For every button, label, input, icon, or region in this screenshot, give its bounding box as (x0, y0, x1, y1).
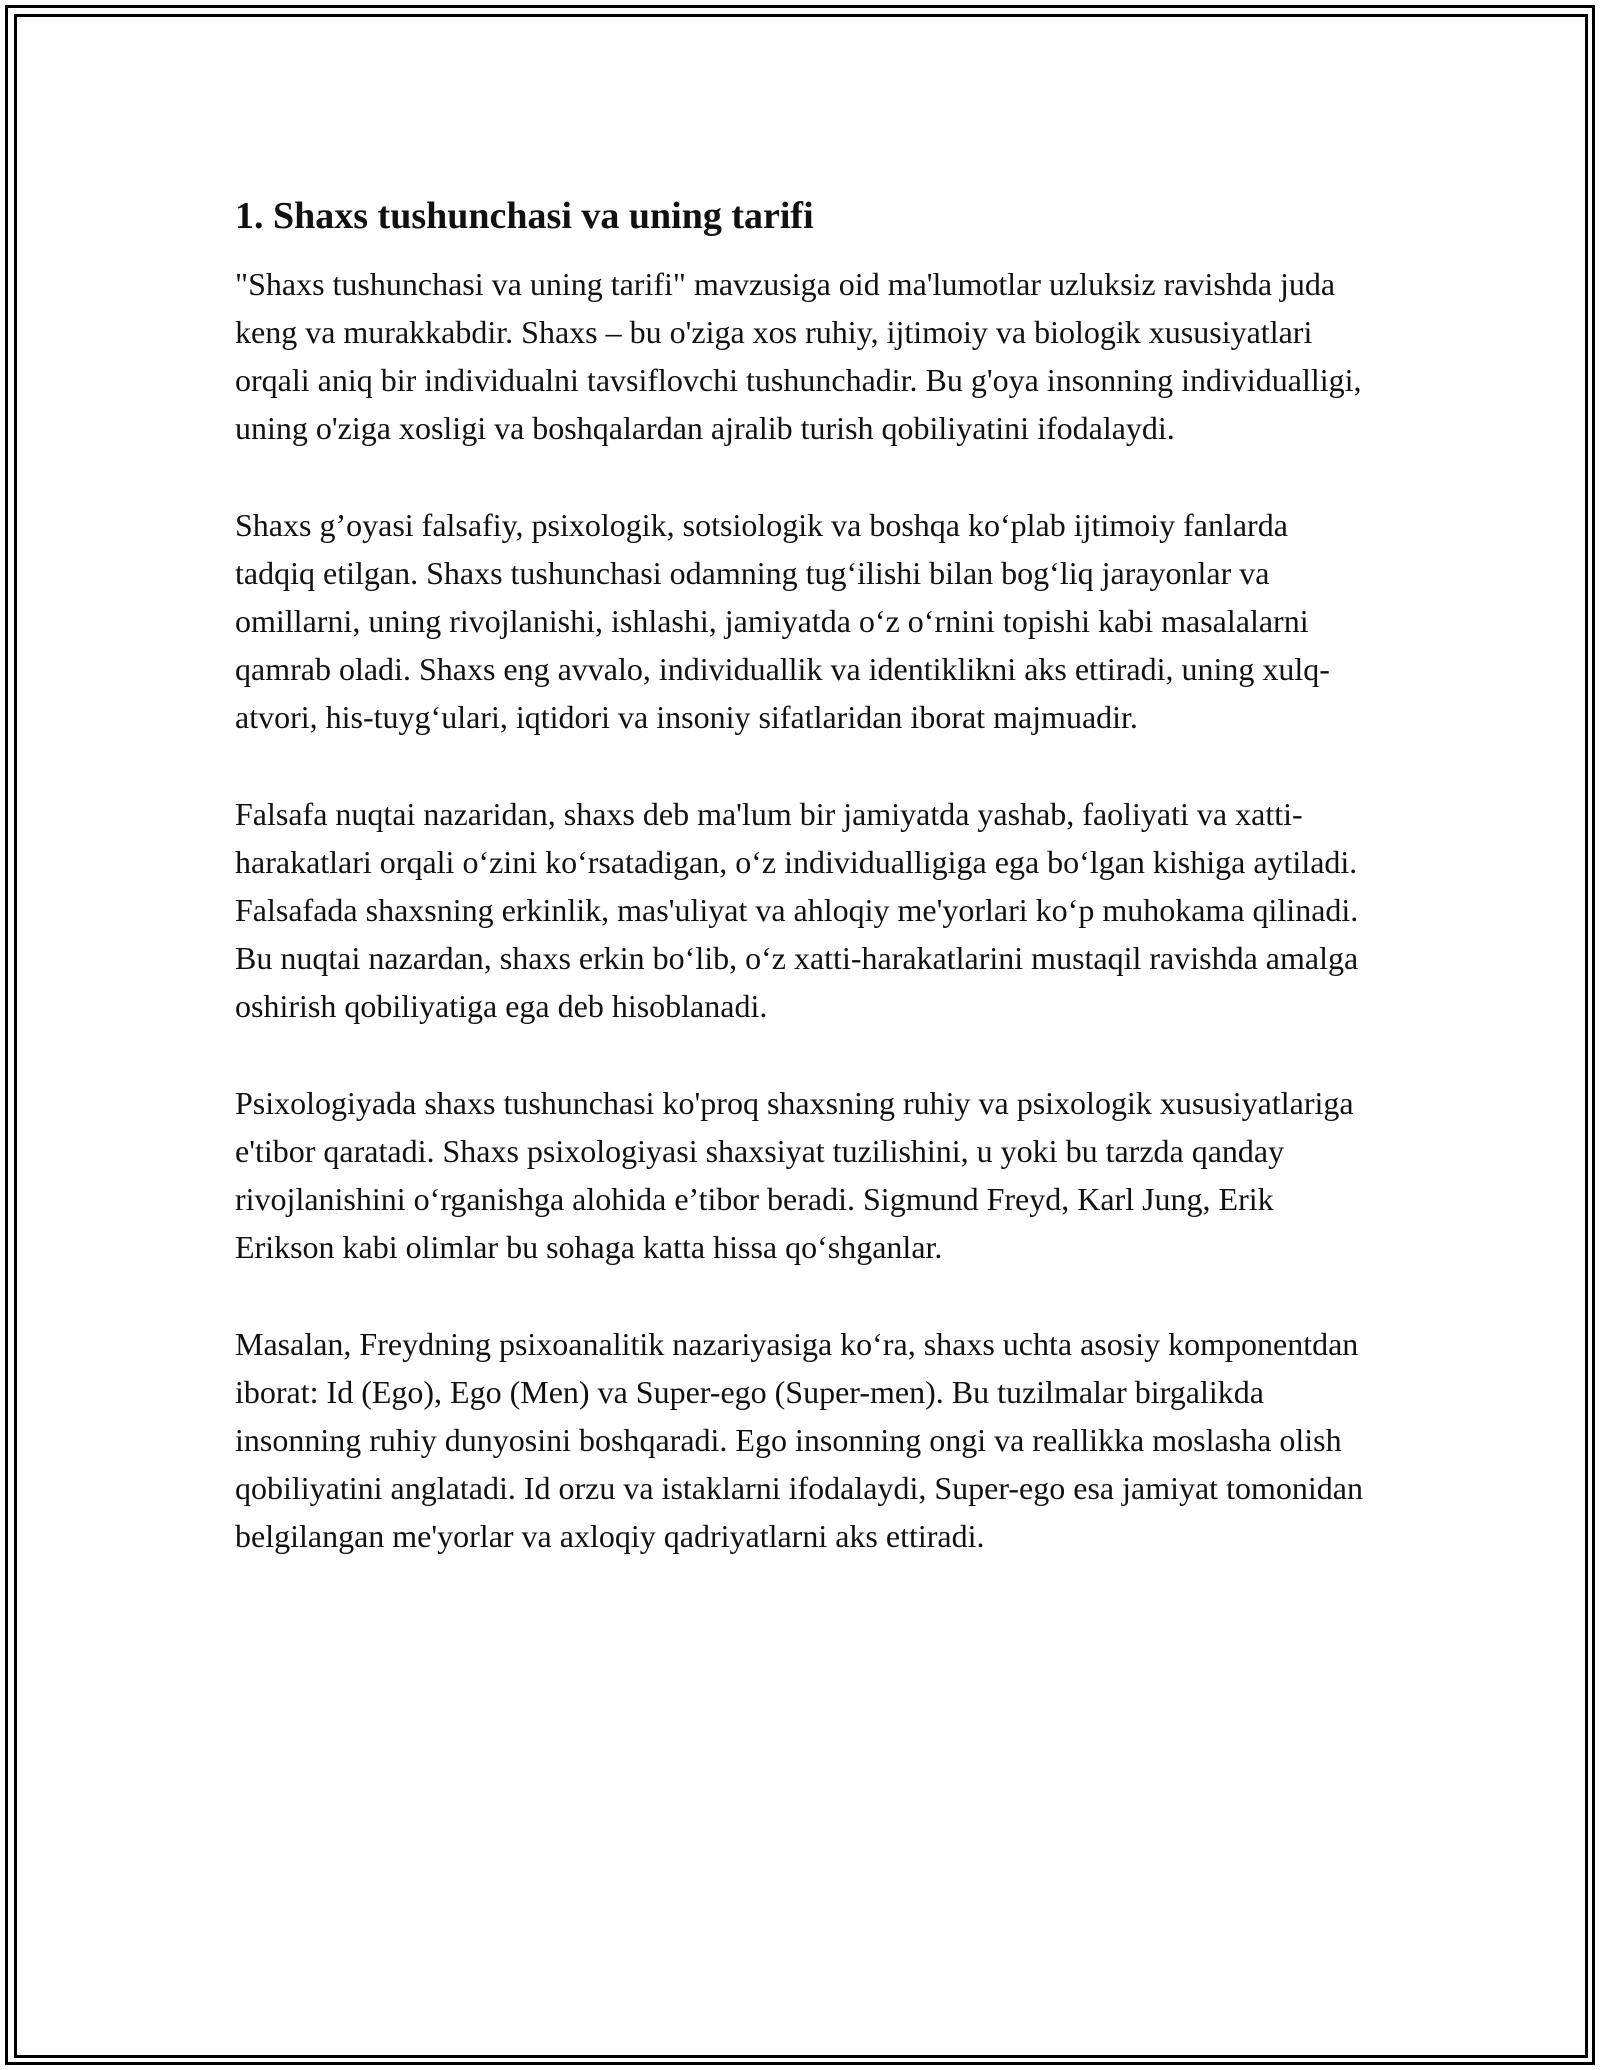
paragraph-philosophy: Falsafa nuqtai nazaridan, shaxs deb ma'lum bir jamiyatda yashab, faoliyati va xatti-harakatlari orqali o‘zini ko‘rsatadigan, o‘z individualligiga ega bo‘lgan kishiga aytiladi. Falsafada shaxsning erkinlik, mas'uliyat va ahloqiy me'yorlari ko‘p muhokama qilinadi. Bu nuqtai nazardan, shaxs erkin bo‘lib, o‘z xatti-harakatlarini mustaqil ravishda amalga oshirish qobiliyatiga ega deb hisoblanadi. (235, 796, 1359, 1024)
paragraph-disciplines: Shaxs g’oyasi falsafiy, psixologik, sotsiologik va boshqa ko‘plab ijtimoiy fanlarda tadqiq etilgan. Shaxs tushunchasi odamning tug‘ilishi bilan bog‘liq jarayonlar va omillarni, uning rivojlanishi, ishlashi, jamiyatda o‘z o‘rnini topishi kabi masalalarni qamrab oladi. Shaxs eng avvalo, individuallik va identiklikni aks ettiradi, uning xulq-atvori, his-tuyg‘ulari, iqtidori va insoniy sifatlaridan iborat majmuadir. (235, 507, 1330, 735)
document-body (235, 190, 1375, 1609)
section-heading: 1. Shaxs tushunchasi va uning tarifi (235, 195, 814, 237)
paragraph-intro: "Shaxs tushunchasi va uning tarifi" mavzusiga oid ma'lumotlar uzluksiz ravishda juda keng va murakkabdir. Shaxs – bu o'ziga xos ruhiy, ijtimoiy va biologik xususiyatlari orqali aniq bir individualni tavsiflovchi tushunchadir. Bu g'oya insonning individualligi, uning o'ziga xosligi va boshqalardan ajralib turish qobiliyatini ifodalaydi. (235, 266, 1362, 446)
paragraph-psychology: Psixologiyada shaxs tushunchasi ko'proq shaxsning ruhiy va psixologik xususiyatlariga e'tibor qaratadi. Shaxs psixologiyasi shaxsiyat tuzilishini, u yoki bu tarzda qanday rivojlanishini o‘rganishga alohida e’tibor beradi. Sigmund Freyd, Karl Jung, Erik Erikson kabi olimlar bu sohaga katta hissa qo‘shganlar. (235, 1085, 1354, 1265)
paragraph-freud: Masalan, Freydning psixoanalitik nazariyasiga ko‘ra, shaxs uchta asosiy komponentdan iborat: Id (Ego), Ego (Men) va Super-ego (Super-men). Bu tuzilmalar birgalikda insonning ruhiy dunyosini boshqaradi. Ego insonning ongi va reallikka moslasha olish qobiliyatini anglatadi. Id orzu va istaklarni ifodalaydi, Super-ego esa jamiyat tomonidan belgilangan me'yorlar va axloqiy qadriyatlarni aks ettiradi. (235, 1326, 1363, 1554)
